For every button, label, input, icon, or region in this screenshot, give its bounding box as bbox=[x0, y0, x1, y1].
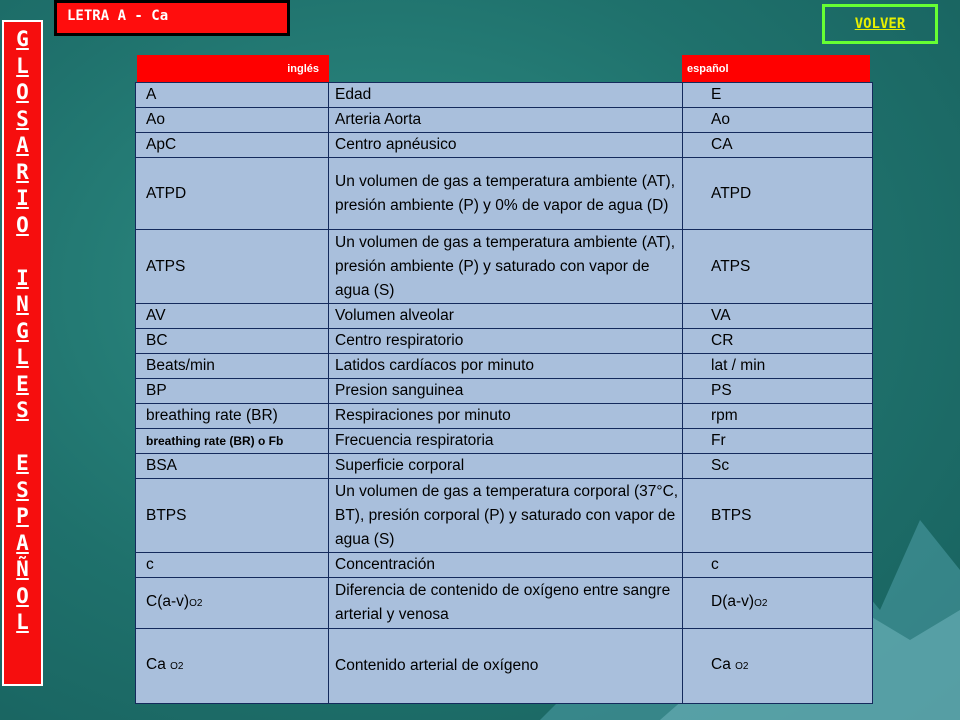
spanish-term: Ca O2 bbox=[683, 629, 873, 704]
table-row bbox=[136, 553, 873, 578]
spanish-term: E bbox=[683, 83, 873, 108]
sidebar-letter: L bbox=[16, 53, 29, 78]
subscript: O2 bbox=[735, 661, 749, 672]
sidebar-letter: P bbox=[16, 504, 29, 528]
english-term: ATPD bbox=[136, 158, 329, 230]
spanish-term: CR bbox=[683, 329, 873, 354]
english-term: c bbox=[136, 553, 329, 578]
table-row bbox=[136, 629, 873, 704]
column-header-english: inglés bbox=[137, 55, 329, 82]
english-term: BC bbox=[136, 329, 329, 354]
english-term: Ao bbox=[136, 108, 329, 133]
sidebar-letter: G bbox=[16, 27, 29, 51]
english-term: AV bbox=[136, 304, 329, 329]
sidebar-letter: Ñ bbox=[16, 557, 29, 581]
spanish-term: ATPD bbox=[683, 158, 873, 230]
table-row bbox=[136, 108, 873, 133]
glossary-table bbox=[135, 82, 873, 704]
sidebar-letter: R bbox=[16, 159, 29, 184]
english-term: BTPS bbox=[136, 479, 329, 553]
letter-title: LETRA A - Ca bbox=[54, 0, 290, 36]
table-row bbox=[136, 404, 873, 429]
spanish-term: lat / min bbox=[683, 354, 873, 379]
definition: Arteria Aorta bbox=[329, 108, 683, 133]
english-term: ATPS bbox=[136, 230, 329, 304]
table-row bbox=[136, 304, 873, 329]
definition: Presion sanguinea bbox=[329, 379, 683, 404]
table-row bbox=[136, 379, 873, 404]
table-row bbox=[136, 158, 873, 230]
spanish-term: BTPS bbox=[683, 479, 873, 553]
table-row bbox=[136, 354, 873, 379]
sidebar-letter: E bbox=[16, 451, 29, 475]
sidebar-letter: A bbox=[16, 133, 29, 157]
sidebar-title bbox=[2, 20, 43, 686]
table-row bbox=[136, 133, 873, 158]
sidebar-letter: S bbox=[16, 398, 29, 422]
spanish-term: ATPS bbox=[683, 230, 873, 304]
definition: Contenido arterial de oxígeno bbox=[329, 629, 683, 704]
definition: Un volumen de gas a temperatura ambiente (AT), presión ambiente (P) y saturado con vapor de agua (S) bbox=[329, 230, 683, 304]
table-row bbox=[136, 429, 873, 454]
spanish-term: VA bbox=[683, 304, 873, 329]
english-term: breathing rate (BR) bbox=[136, 404, 329, 429]
english-term: Ca O2 bbox=[136, 629, 329, 704]
spanish-term: rpm bbox=[683, 404, 873, 429]
table-row bbox=[136, 83, 873, 108]
definition: Latidos cardíacos por minuto bbox=[329, 354, 683, 379]
table-row bbox=[136, 454, 873, 479]
sidebar-letter: A bbox=[16, 530, 29, 555]
english-term: BP bbox=[136, 379, 329, 404]
spanish-term: CA bbox=[683, 133, 873, 158]
spanish-term: c bbox=[683, 553, 873, 578]
definition: Volumen alveolar bbox=[329, 304, 683, 329]
sidebar-letter: L bbox=[16, 345, 29, 369]
english-term: breathing rate (BR) o Fb bbox=[136, 429, 329, 454]
sidebar-letter: N bbox=[16, 292, 29, 316]
sidebar-letter: I bbox=[16, 186, 29, 210]
sidebar-letter: G bbox=[16, 318, 29, 343]
sidebar-letter: S bbox=[16, 477, 29, 502]
definition: Respiraciones por minuto bbox=[329, 404, 683, 429]
definition: Edad bbox=[329, 83, 683, 108]
subscript: O2 bbox=[170, 661, 184, 672]
sidebar-letter: E bbox=[16, 371, 29, 396]
english-term: C(a-v)O2 bbox=[136, 578, 329, 629]
english-term: BSA bbox=[136, 454, 329, 479]
table-row bbox=[136, 230, 873, 304]
definition: Centro apnéusico bbox=[329, 133, 683, 158]
sidebar-letter: O bbox=[16, 212, 29, 237]
definition: Concentración bbox=[329, 553, 683, 578]
definition: Un volumen de gas a temperatura corporal (37°C, BT), presión corporal (P) y saturado con vapor de agua (S) bbox=[329, 479, 683, 553]
column-header-spanish: español bbox=[682, 55, 870, 82]
sidebar-letter: L bbox=[16, 610, 29, 634]
table-row bbox=[136, 479, 873, 553]
table-row bbox=[136, 578, 873, 629]
subscript: O2 bbox=[754, 598, 768, 609]
subscript: O2 bbox=[189, 598, 203, 609]
sidebar-letter: S bbox=[16, 106, 29, 131]
definition: Frecuencia respiratoria bbox=[329, 429, 683, 454]
english-term: Beats/min bbox=[136, 354, 329, 379]
definition: Un volumen de gas a temperatura ambiente (AT), presión ambiente (P) y 0% de vapor de agua (D) bbox=[329, 158, 683, 230]
spanish-term: PS bbox=[683, 379, 873, 404]
spanish-term: Ao bbox=[683, 108, 873, 133]
sidebar-letter: I bbox=[16, 265, 29, 290]
table-row bbox=[136, 329, 873, 354]
spanish-term: D(a-v)O2 bbox=[683, 578, 873, 629]
definition: Superficie corporal bbox=[329, 454, 683, 479]
sidebar-letter: O bbox=[16, 583, 29, 608]
english-term: A bbox=[136, 83, 329, 108]
spanish-term: Sc bbox=[683, 454, 873, 479]
sidebar-letter: O bbox=[16, 80, 29, 104]
back-button[interactable]: VOLVER bbox=[822, 4, 938, 44]
english-term: ApC bbox=[136, 133, 329, 158]
definition: Centro respiratorio bbox=[329, 329, 683, 354]
definition: Diferencia de contenido de oxígeno entre sangre arterial y venosa bbox=[329, 578, 683, 629]
spanish-term: Fr bbox=[683, 429, 873, 454]
